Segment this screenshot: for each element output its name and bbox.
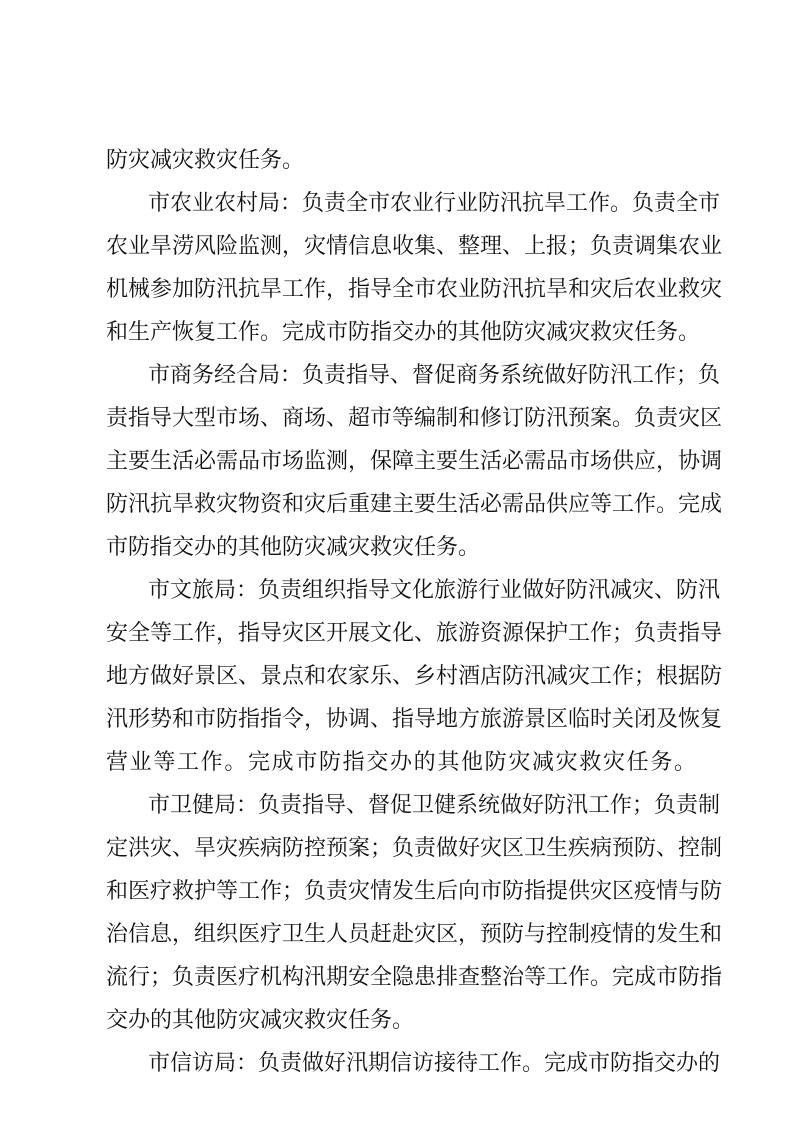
- text-line: 汛形势和市防指指令，协调、指导地方旅游景区临时关闭及恢复: [106, 707, 723, 732]
- text-line: 市防指交办的其他防灾减灾救灾任务。: [106, 535, 481, 560]
- paragraph-first-line: 市卫健局：负责指导、督促卫健系统做好防汛工作；负责制: [148, 793, 721, 818]
- text-line: 治信息，组织医疗卫生人员赶赴灾区，预防与控制疫情的发生和: [106, 922, 723, 947]
- text-line: 机械参加防汛抗旱工作，指导全市农业防汛抗旱和灾后农业救灾: [106, 277, 723, 302]
- paragraph-first-line: 市农业农村局：负责全市农业行业防汛抗旱工作。负责全市: [148, 191, 721, 216]
- text-line: 农业旱涝风险监测，灾情信息收集、整理、上报；负责调集农业: [106, 234, 723, 259]
- text-line: 防汛抗旱救灾物资和灾后重建主要生活必需品供应等工作。完成: [106, 492, 723, 517]
- text-line: 交办的其他防灾减灾救灾任务。: [106, 1008, 415, 1033]
- text-line: 和医疗救护等工作；负责灾情发生后向市防指提供灾区疫情与防: [106, 879, 723, 904]
- text-line: 和生产恢复工作。完成市防指交办的其他防灾减灾救灾任务。: [106, 320, 701, 345]
- paragraph-first-line: 市信访局：负责做好汛期信访接待工作。完成市防指交办的: [148, 1051, 721, 1076]
- text-line: 营业等工作。完成市防指交办的其他防灾减灾救灾任务。: [106, 750, 696, 775]
- paragraph-first-line: 市文旅局：负责组织指导文化旅游行业做好防汛减灾、防汛: [148, 578, 721, 603]
- text-line: 定洪灾、旱灾疾病防控预案；负责做好灾区卫生疾病预防、控制: [106, 836, 723, 861]
- text-line: 主要生活必需品市场监测，保障主要生活必需品市场供应，协调: [106, 449, 723, 474]
- text-line: 流行；负责医疗机构汛期安全隐患排查整治等工作。完成市防指: [106, 965, 723, 990]
- paragraph-first-line: 市商务经合局：负责指导、督促商务系统做好防汛工作；负: [148, 363, 721, 388]
- text-line: 责指导大型市场、商场、超市等编制和修订防汛预案。负责灾区: [106, 406, 723, 431]
- text-line: 安全等工作，指导灾区开展文化、旅游资源保护工作；负责指导: [106, 621, 723, 646]
- text-line: 防灾减灾救灾任务。: [106, 148, 305, 173]
- text-line: 地方做好景区、景点和农家乐、乡村酒店防汛减灾工作；根据防: [106, 664, 723, 689]
